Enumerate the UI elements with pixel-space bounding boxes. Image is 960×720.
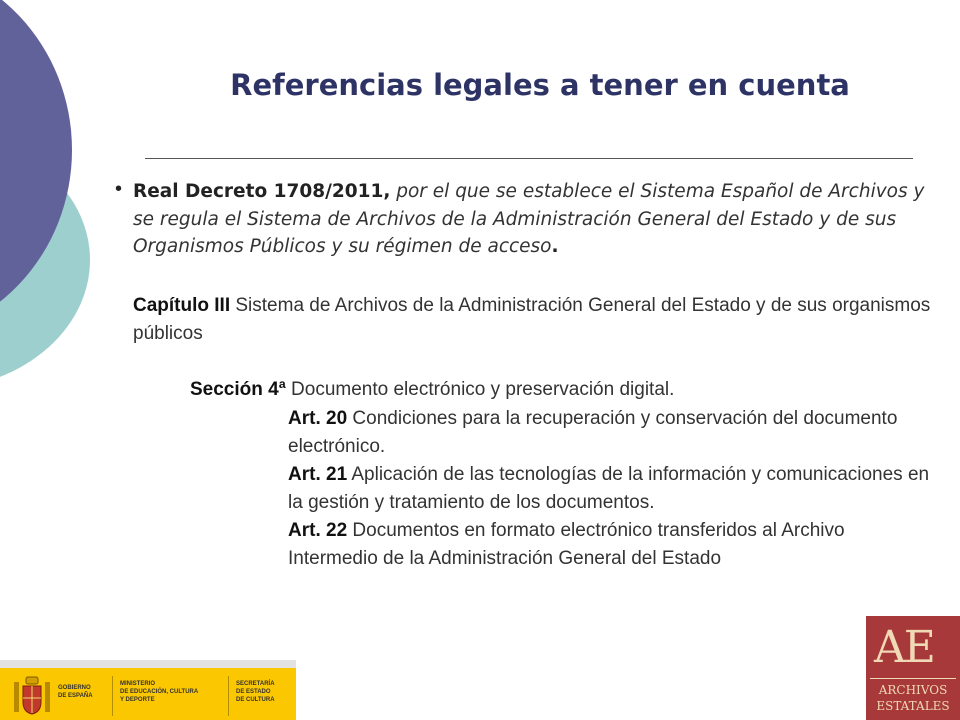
ministry-line2: DE EDUCACIÓN, CULTURA [120, 689, 199, 695]
decree-paragraph [133, 178, 943, 261]
articles-list [288, 405, 938, 573]
ministry-line1: MINISTERIO [120, 681, 156, 687]
footer-divider [112, 676, 113, 716]
government-footer-logo [0, 660, 296, 720]
article-label: Art. 21 [288, 464, 348, 485]
decree-end: . [551, 236, 559, 257]
footer-strip [0, 660, 296, 668]
secretary-line1: SECRETARÍA [236, 681, 275, 687]
logo-rule [870, 678, 956, 679]
article-item [288, 517, 938, 573]
chapter-text: Sistema de Archivos de la Administración General del Estado y de sus organismos públicos [133, 295, 931, 344]
secretary-line2: DE ESTADO [236, 689, 271, 695]
article-item [288, 405, 938, 461]
article-label: Art. 22 [288, 520, 348, 541]
decree-name: Real Decreto 1708/2011, [133, 181, 391, 202]
article-item [288, 461, 938, 517]
section-label: Sección 4ª [190, 379, 286, 400]
decree-description: por el que se establece el Sistema Español de Archivos y se regula el Sistema de Archivos de la Administración General del Estado y de sus Organismos Públicos y su régimen de acceso [133, 181, 925, 257]
gov-line1: GOBIERNO [58, 685, 91, 691]
archivos-estatales-logo [866, 616, 960, 720]
article-text: Documentos en formato electrónico transferidos al Archivo Intermedio de la Administración General del Estado [288, 520, 845, 569]
title-divider [145, 158, 913, 159]
bullet-icon: • [115, 178, 123, 200]
gov-line2: DE ESPAÑA [58, 693, 93, 699]
chapter-label: Capítulo III [133, 295, 231, 316]
section-line [190, 376, 674, 404]
logo-line2: ESTATALES [876, 699, 950, 713]
chapter-line [133, 292, 933, 348]
logo-line1: ARCHIVOS [878, 683, 948, 697]
secretary-line3: DE CULTURA [236, 697, 275, 703]
article-text: Aplicación de las tecnologías de la información y comunicaciones en la gestión y tratamiento de los documentos. [288, 464, 930, 513]
footer-divider [228, 676, 229, 716]
logo-monogram: AE [874, 622, 934, 673]
slide-title: Referencias legales a tener en cuenta [230, 68, 850, 102]
article-label: Art. 20 [288, 408, 348, 429]
ministry-line3: Y DEPORTE [120, 697, 155, 703]
section-text: Documento electrónico y preservación digital. [285, 379, 675, 400]
article-text: Condiciones para la recuperación y conservación del documento electrónico. [288, 408, 898, 457]
coat-of-arms-icon [10, 674, 54, 716]
